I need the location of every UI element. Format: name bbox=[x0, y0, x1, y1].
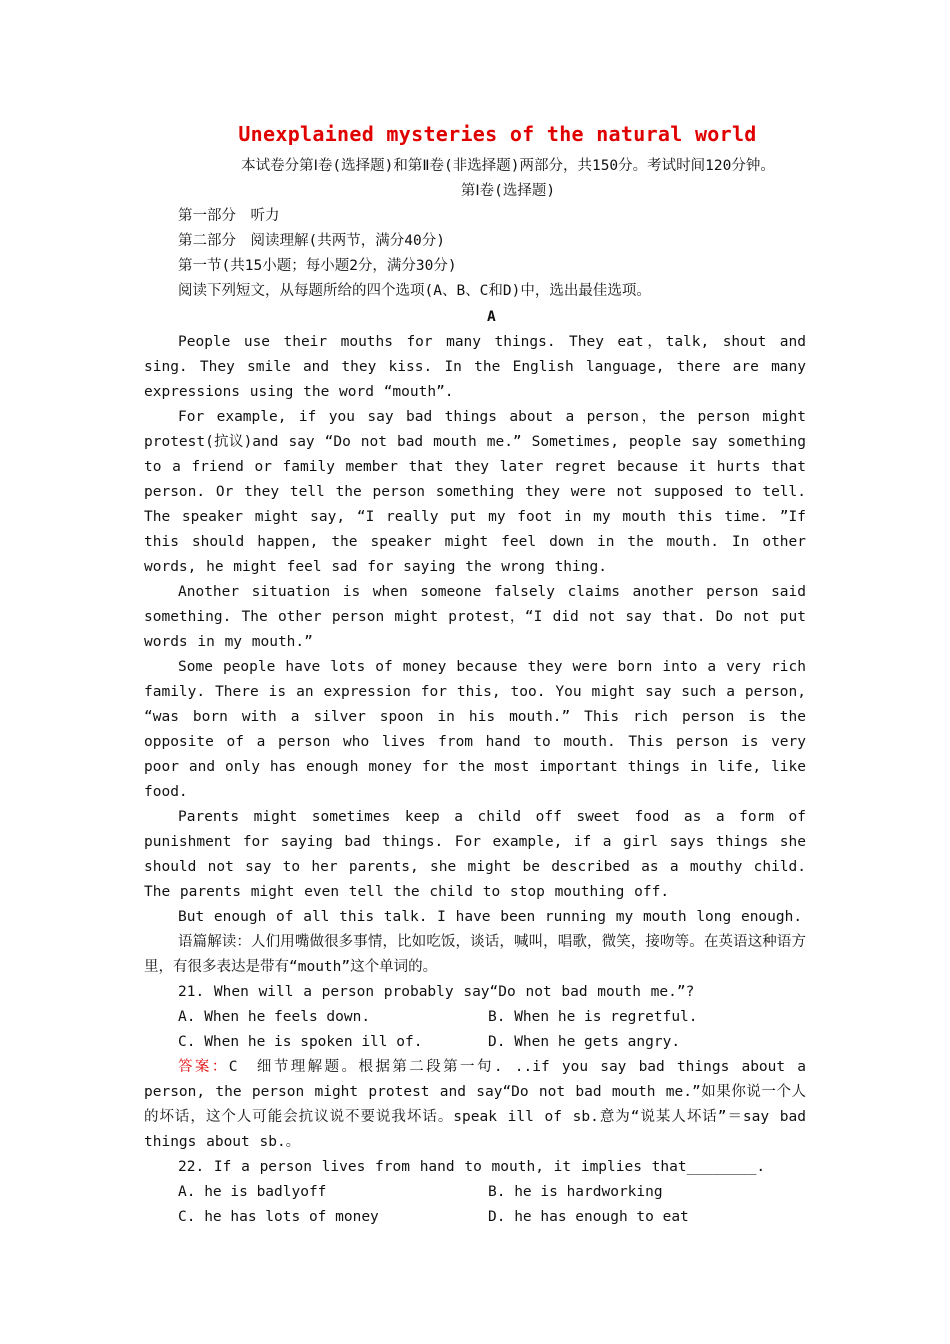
question-21-option-d: D. When he gets angry. bbox=[488, 1034, 681, 1050]
reading-instruction: 阅读下列短文，从每题所给的四个选项(A、B、C和D)中，选出最佳选项。 bbox=[178, 283, 651, 299]
volume-heading: 第Ⅰ卷(选择题) bbox=[460, 183, 556, 199]
passage-paragraph: For example, if you say bad things about a person，the person might protest(抗议)and say “Do not bad mouth me.” Sometimes, people say something to a friend or family member that they later regret because it hurts that person. Or they tell the person something they were not supposed to tell. The speaker might say, “I really put my foot in my mouth this time. ”If this should happen, the speaker might feel down in the mouth. In other words, he might feel sad for saying the wrong thing. bbox=[144, 409, 806, 575]
question-22-stem: 22. If a person lives from hand to mouth, it implies that________. bbox=[178, 1159, 766, 1175]
passage-paragraph: But enough of all this talk. I have been running my mouth long enough. bbox=[178, 909, 803, 925]
passage-paragraph: Parents might sometimes keep a child off sweet food as a form of punishment for saying bad things. For example, if a girl says things she should not say to her parents, she might be described as a mouthy child. The parents might even tell the child to stop mouthing off. bbox=[144, 809, 806, 900]
question-22-option-c: C. he has lots of money bbox=[178, 1209, 379, 1225]
question-22-option-d: D. he has enough to eat bbox=[488, 1209, 689, 1225]
part-one-heading: 第一部分 听力 bbox=[178, 208, 280, 224]
document-title: Unexplained mysteries of the natural world bbox=[238, 122, 757, 146]
passage-paragraph: People use their mouths for many things. They eat，talk, shout and sing. They smile and they kiss. In the English language, there are many expressions using the word “mouth”. bbox=[144, 334, 806, 400]
question-21-option-a: A. When he feels down. bbox=[178, 1009, 371, 1025]
question-21-answer bbox=[144, 1055, 806, 1155]
passage-body bbox=[144, 330, 806, 1230]
question-21-option-b: B. When he is regretful. bbox=[488, 1009, 698, 1025]
question-21-option-c: C. When he is spoken ill of. bbox=[178, 1034, 423, 1050]
question-21-options-row-2 bbox=[144, 1030, 806, 1055]
question-22-option-b: B. he is hardworking bbox=[488, 1184, 663, 1200]
section-one-heading: 第一节(共15小题；每小题2分，满分30分) bbox=[178, 258, 457, 274]
part-two-heading: 第二部分 阅读理解(共两节，满分40分) bbox=[178, 233, 445, 249]
question-22-options-row-2 bbox=[144, 1205, 806, 1230]
passage-label: A bbox=[487, 309, 496, 325]
answer-label: 答案： bbox=[178, 1059, 229, 1075]
question-21-options-row-1 bbox=[144, 1005, 806, 1030]
passage-paragraph: Another situation is when someone falsely claims another person said something. The other person might protest，“I did not say that. Do not put words in my mouth.” bbox=[144, 584, 806, 650]
question-22-options-row-1 bbox=[144, 1180, 806, 1205]
question-21-stem: 21. When will a person probably say“Do not bad mouth me.”? bbox=[178, 984, 695, 1000]
answer-explanation: C 细节理解题。根据第二段第一句. ..if you say bad things about a person, the person might protest and say“Do not bad mouth me.”如果你说一个人的坏话，这个人可能会抗议说不要说我坏话。speak ill of sb.意为“说某人坏话”＝say bad things about sb.。 bbox=[144, 1059, 807, 1150]
passage-analysis: 语篇解读：人们用嘴做很多事情，比如吃饭，谈话，喊叫，唱歌，微笑，接吻等。在英语这种语方里，有很多表达是带有“mouth”这个单词的。 bbox=[144, 934, 806, 975]
question-22-option-a: A. he is badlyoff bbox=[178, 1184, 327, 1200]
exam-intro: 本试卷分第Ⅰ卷(选择题)和第Ⅱ卷(非选择题)两部分，共150分。考试时间120分钟。 bbox=[241, 158, 775, 174]
passage-paragraph: Some people have lots of money because they were born into a very rich family. There is an expression for this, too. You might say such a person, “was born with a silver spoon in his mouth.” This rich person is the opposite of a person who lives from hand to mouth. This person is very poor and only has enough money for the most important things in life, like food. bbox=[144, 659, 806, 800]
